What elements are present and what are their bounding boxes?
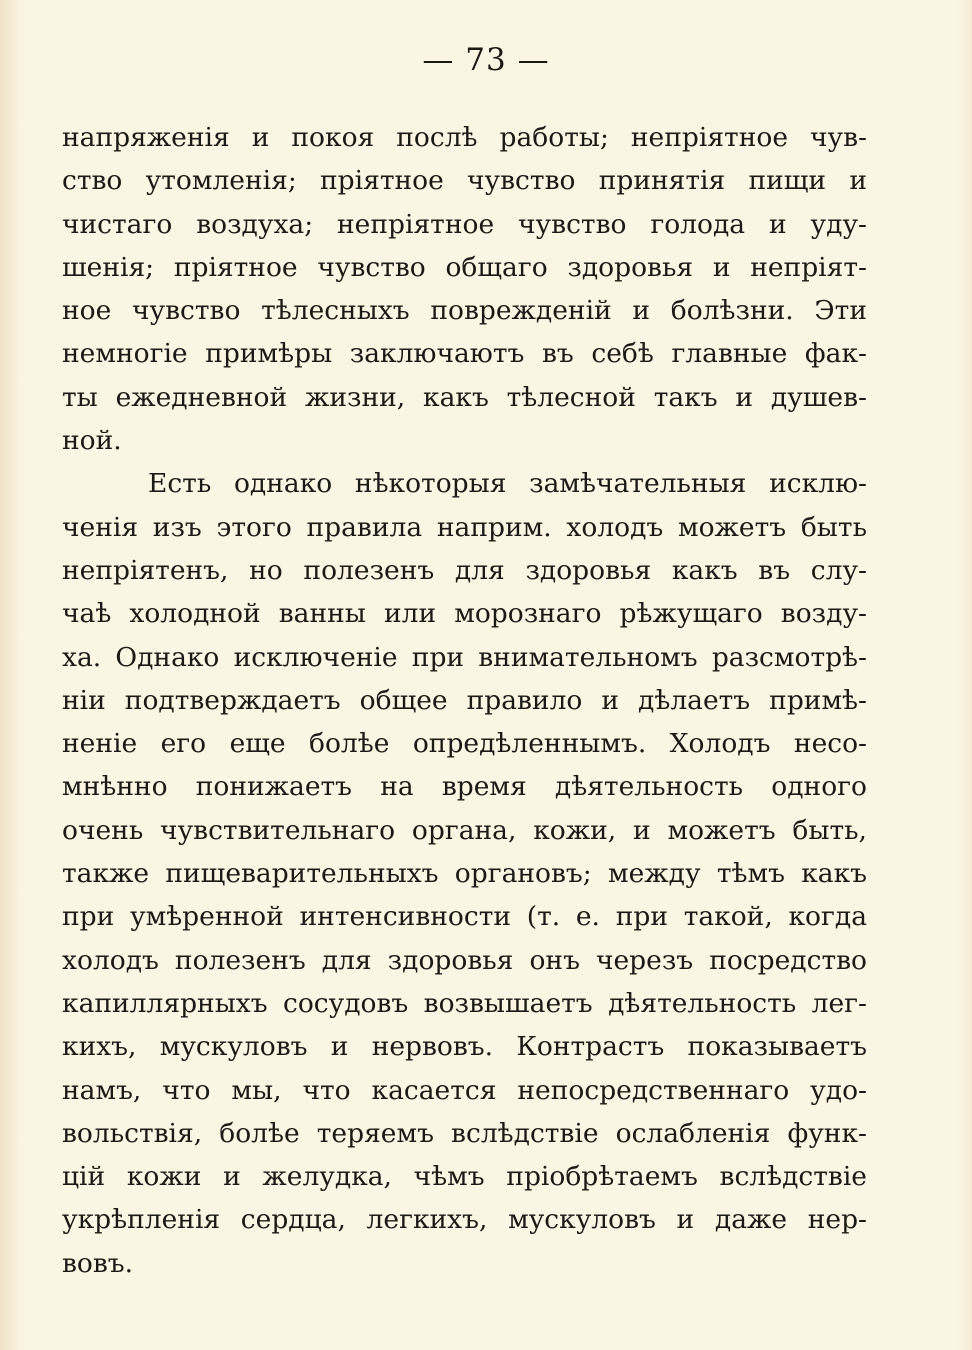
text-line: ное чувство тѣлесныхъ поврежденій и болѣзни. Эти [62, 295, 867, 327]
text-line: ха. Однако исключеніе при внимательномъ разсмотрѣ- [62, 641, 867, 673]
text-line: вовъ. [62, 1247, 134, 1279]
text-line: при умѣренной интенсивности (т. е. при такой, когда [62, 901, 867, 933]
text-line: напряженія и покоя послѣ работы; непріятное чув- [62, 122, 867, 153]
text-line: ство утомленія; пріятное чувство принятія пищи и [62, 165, 867, 197]
text-line: капиллярныхъ сосудовъ возвышаетъ дѣятельность лег- [62, 987, 867, 1019]
text-line: ніи подтверждаетъ общее правило и дѣлаетъ примѣ- [62, 684, 867, 716]
text-line: чистаго воздуха; непріятное чувство голода и уду- [62, 208, 867, 240]
text-line: холодъ полезенъ для здоровья онъ черезъ посредство [62, 944, 867, 976]
text-line: вольствія, болѣе теряемъ вслѣдствіе ослабленія функ- [62, 1117, 867, 1149]
text-line: Есть однако нѣкоторыя замѣчательныя исклю- [148, 468, 867, 500]
text-line: непріятенъ, но полезенъ для здоровья какъ въ слу- [62, 554, 867, 586]
paragraph-1 [62, 116, 867, 462]
text-line: шенія; пріятное чувство общаго здоровья и непріят- [62, 251, 867, 283]
text-line: ты ежедневной жизни, какъ тѣлесной такъ и душев- [62, 381, 867, 413]
text-line: укрѣпленія сердца, легкихъ, мускуловъ и даже нер- [62, 1204, 867, 1236]
text-line: цій кожи и желудка, чѣмъ пріобрѣтаемъ вслѣдствіе [62, 1161, 867, 1193]
body-text [62, 116, 867, 1285]
text-line: также пищеварительныхъ органовъ; между тѣмъ какъ [62, 858, 867, 890]
text-line: очень чувствительнаго органа, кожи, и можетъ быть, [62, 814, 867, 846]
text-line: неніе его еще болѣе опредѣленнымъ. Холодъ несо- [62, 728, 867, 760]
text-line: ной. [62, 425, 122, 457]
text-line: мнѣнно понижаетъ на время дѣятельность одного [62, 771, 867, 803]
page-number: — 73 — [422, 42, 550, 78]
text-line: немногіе примѣры заключаютъ въ себѣ главные фак- [62, 338, 867, 370]
text-line: намъ, что мы, что касается непосредственнаго удо- [62, 1074, 867, 1106]
text-line: ченія изъ этого правила наприм. холодъ можетъ быть [62, 511, 867, 543]
text-line: чаѣ холодной ванны или морознаго рѣжущаго возду- [62, 598, 867, 630]
text-line: кихъ, мускуловъ и нервовъ. Контрастъ показываетъ [62, 1031, 867, 1063]
paragraph-2 [62, 462, 867, 1285]
